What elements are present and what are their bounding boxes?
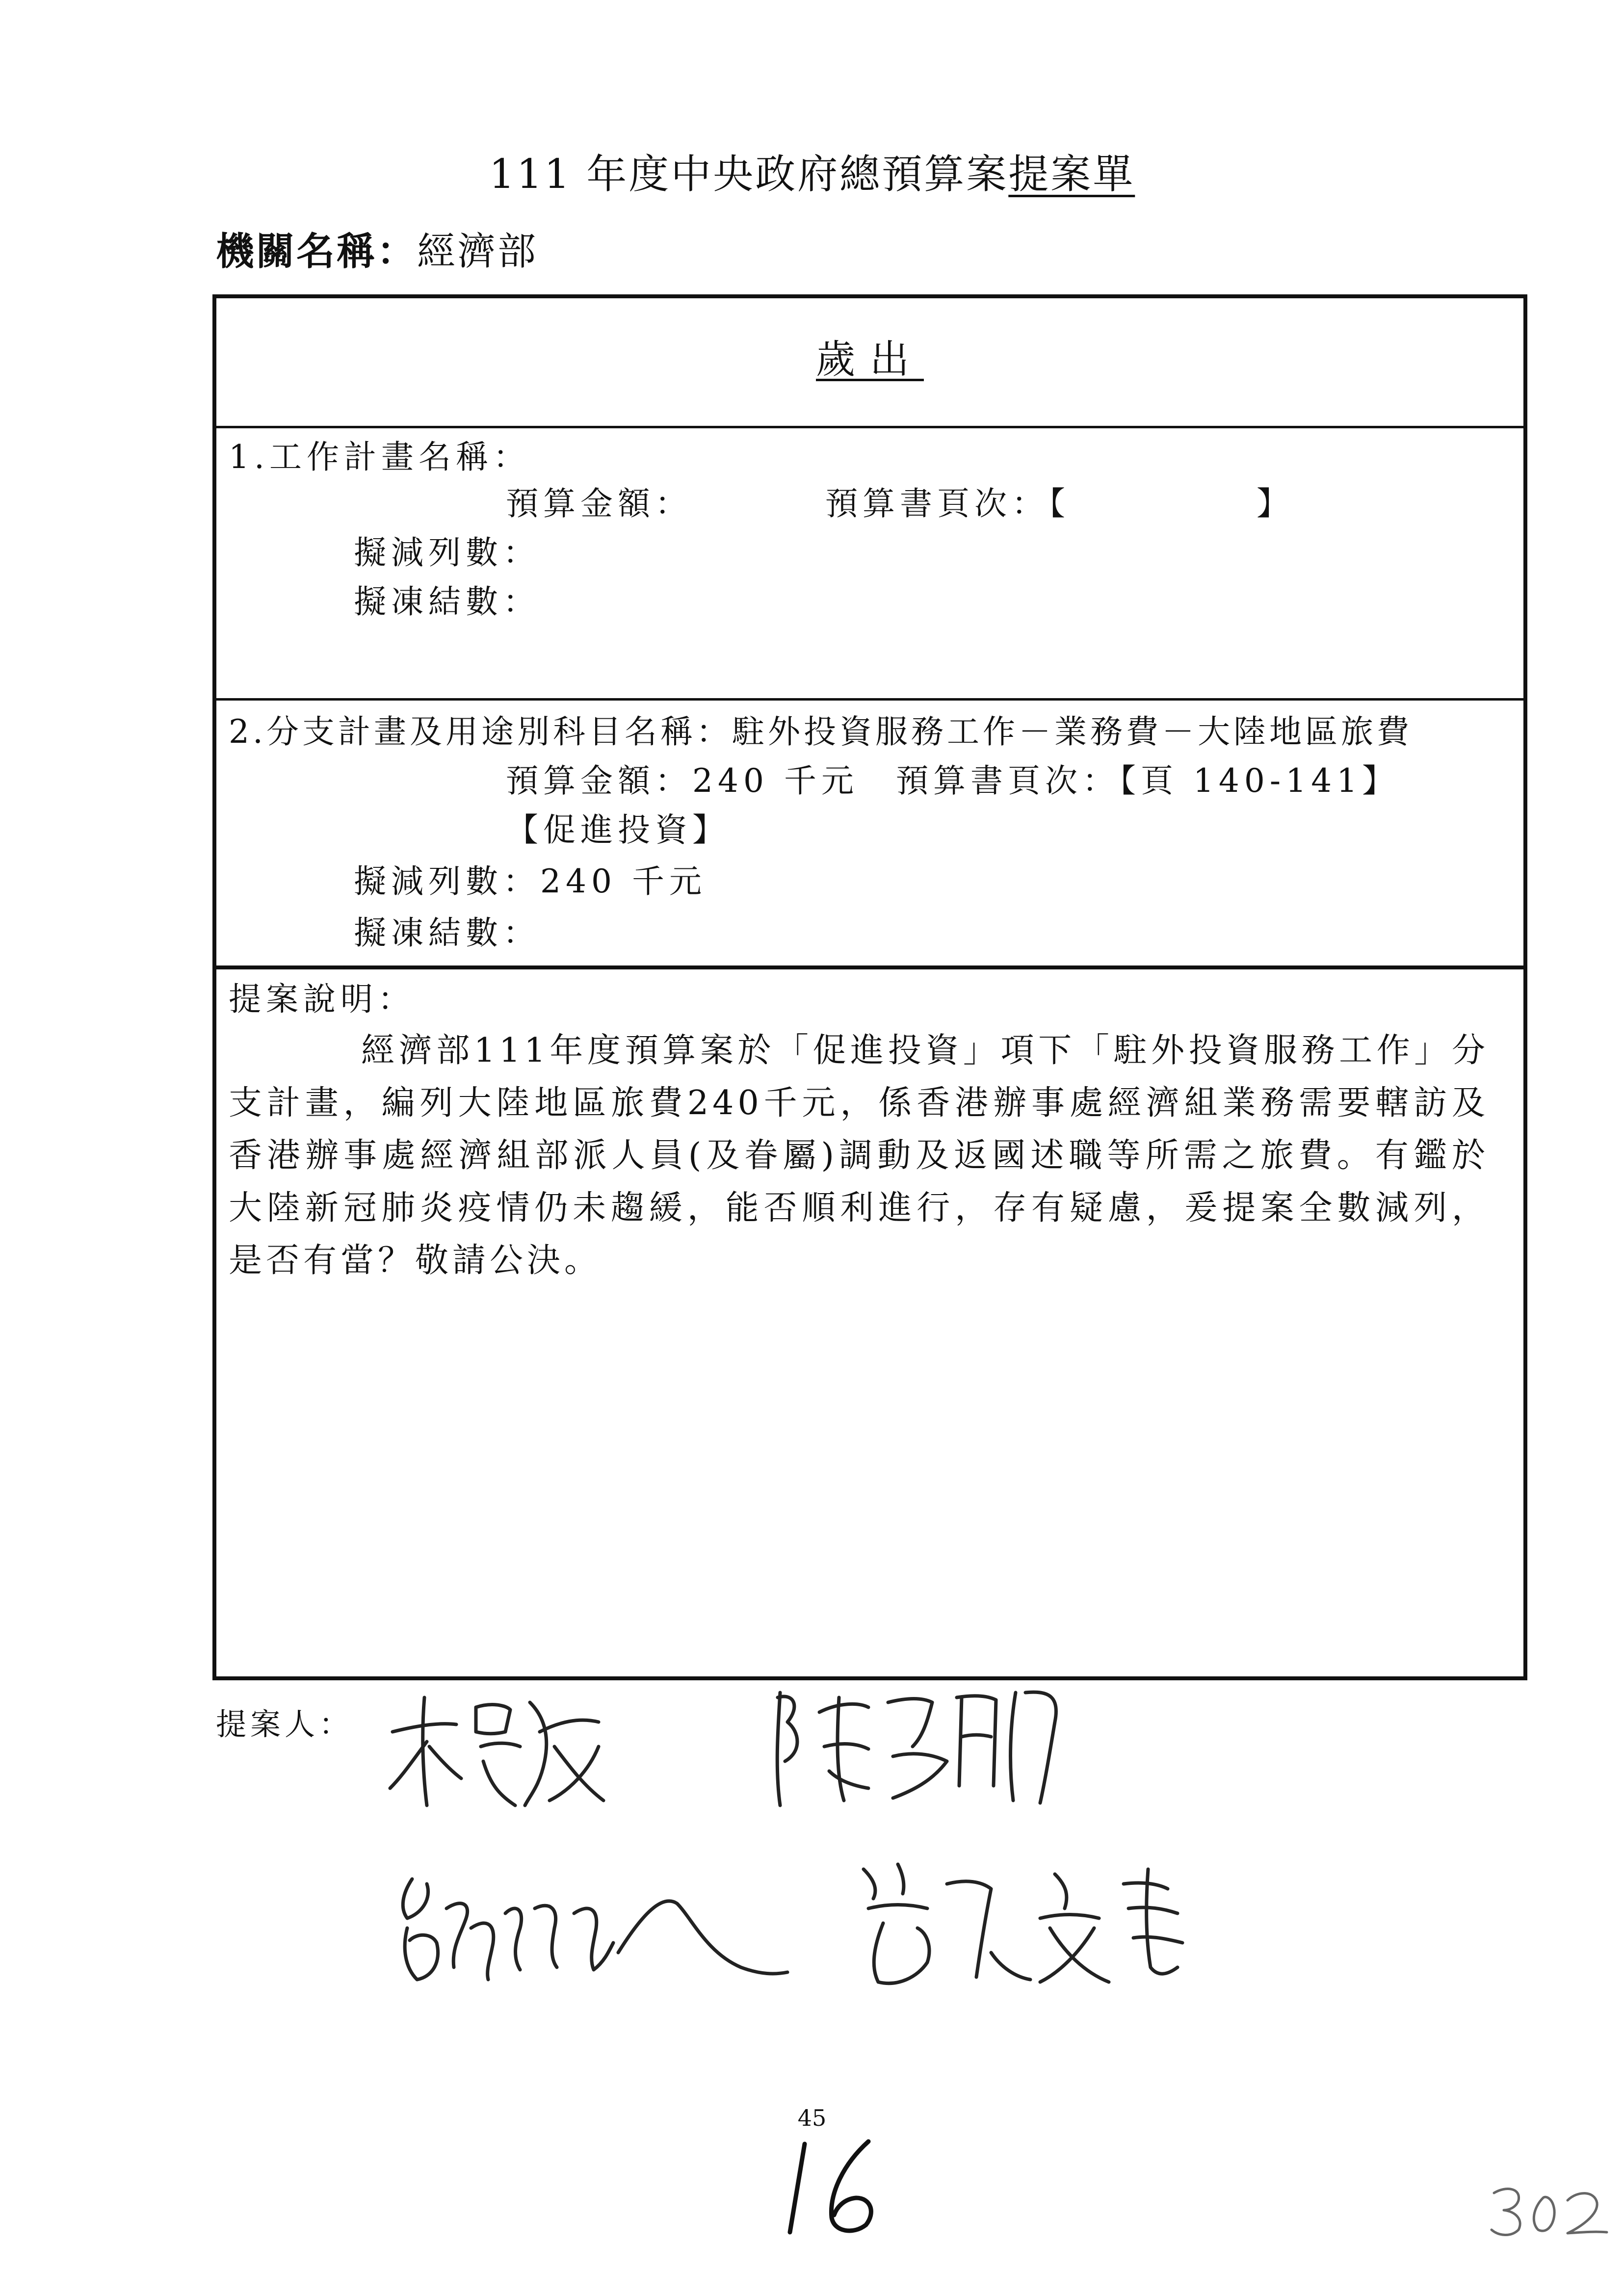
signature-4 bbox=[844, 1854, 1197, 2002]
item2-program-line: 【促進投資】 bbox=[506, 811, 730, 849]
proposer-label: 提案人： bbox=[216, 1706, 354, 1742]
proposal-table bbox=[212, 294, 1527, 1680]
item2-freeze-label: 擬凍結數： bbox=[354, 914, 540, 952]
item1-freeze-label: 擬凍結數： bbox=[354, 583, 540, 621]
item1-budget-line: 預算金額： 預算書頁次：【 】 bbox=[506, 485, 1294, 522]
title-main: 111 年度中央政府總預算案 bbox=[489, 151, 1009, 198]
document-title bbox=[0, 142, 1624, 200]
explanation-text: 經濟部111年度預算案於「促進投資」項下「駐外投資服務工作」分支計畫，編列大陸地區旅費240千元，係香港辦事處經濟組業務需要轄訪及香港辦事處經濟組部派人員(及眷屬)調動及返國述職等所需之旅費。有鑑於大陸新冠肺炎疫情仍未趨緩，能否順利進行，存有疑慮，爰提案全數減列，是否有當？敬請公決。 bbox=[229, 1031, 1489, 1280]
signature-2 bbox=[765, 1683, 1070, 1810]
item2-budget-line: 預算金額：240 千元 預算書頁次：【頁 140-141】 bbox=[506, 762, 1400, 800]
handwritten-number bbox=[775, 2134, 898, 2242]
item1-reduce-label: 擬減列數： bbox=[354, 534, 540, 572]
agency-label: 機關名稱： bbox=[216, 230, 418, 274]
item1-label: 1.工作計畫名稱： bbox=[229, 438, 530, 476]
explanation-label: 提案說明： bbox=[229, 980, 415, 1018]
agency-value: 經濟部 bbox=[417, 230, 538, 274]
agency-line bbox=[216, 221, 538, 276]
item2-reduce-line: 擬減列數：240 千元 bbox=[354, 862, 707, 900]
title-underlined: 提案單 bbox=[1008, 151, 1135, 198]
section-heading-row bbox=[216, 298, 1523, 428]
section-heading: 歲出 bbox=[816, 337, 924, 382]
signature-3 bbox=[388, 1854, 790, 2002]
item2-row bbox=[216, 698, 1523, 969]
item2-label: 2.分支計畫及用途別科目名稱：駐外投資服務工作－業務費－大陸地區旅費 bbox=[229, 713, 1413, 751]
page-number: 45 bbox=[797, 2105, 827, 2131]
signature-1 bbox=[383, 1688, 613, 1815]
item1-row bbox=[216, 426, 1523, 701]
explanation-row bbox=[216, 965, 1523, 1676]
handwritten-corner-number bbox=[1487, 2178, 1609, 2242]
